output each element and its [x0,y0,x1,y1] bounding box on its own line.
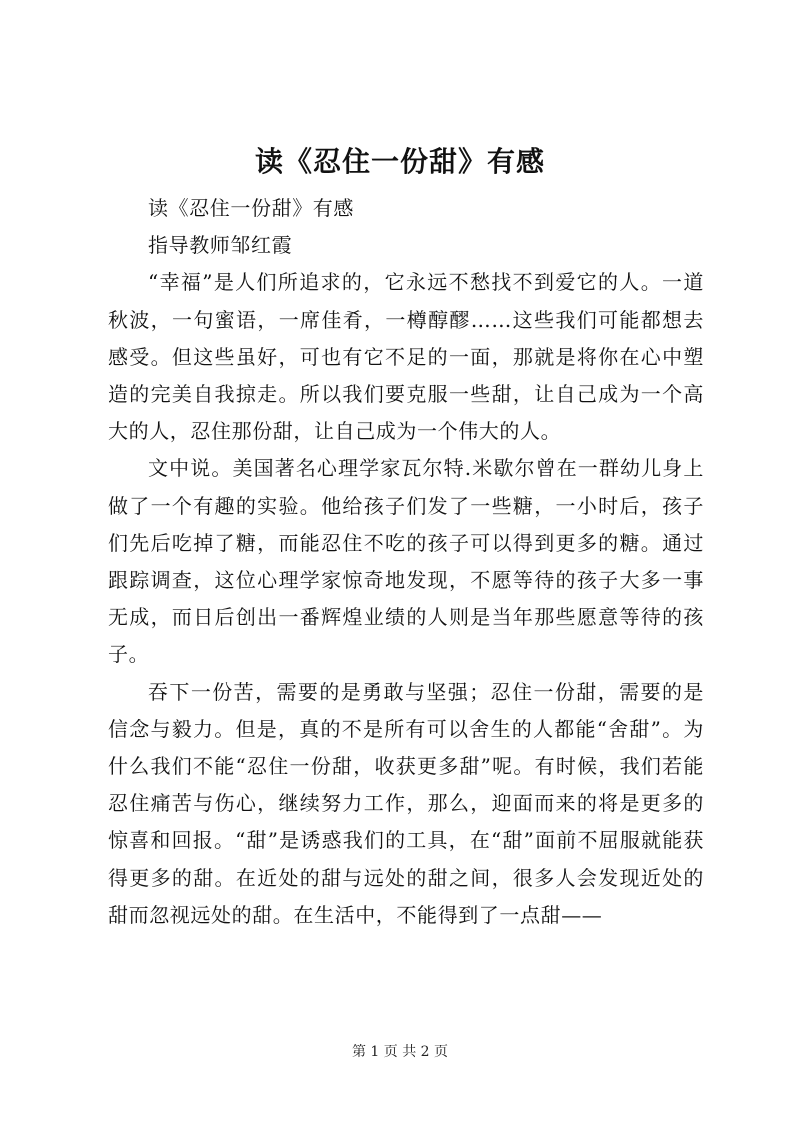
body-paragraph: 文中说。美国著名心理学家瓦尔特.米歇尔曾在一群幼儿身上做了一个有趣的实验。他给孩子们发了一些糖，一小时后，孩子们先后吃掉了糖，而能忍住不吃的孩子可以得到更多的糖。通过跟踪调查，这位心理学家惊奇地发现，不愿等待的孩子大多一事无成，而日后创出一番辉煌业绩的人则是当年那些愿意等待的孩子。 [108,456,704,667]
author-paragraph: 指导教师邹红霞 [148,233,293,258]
document-title: 读《忍住一份甜》有感 [254,145,545,178]
document-body [108,190,704,934]
subtitle-paragraph: 读《忍住一份甜》有感 [148,196,354,220]
page-number-footer: 第 1 页 共 2 页 [351,1044,449,1060]
body-paragraph: “幸福”是人们所追求的，它永远不愁找不到爱它的人。一道秋波，一句蜜语，一席佳肴，一樽醇醪……这些我们可能都想去感受。但这些虽好，可也有它不足的一面，那就是将你在心中塑造的完美自我掠走。所以我们要克服一些甜，让自己成为一个高大的人，忍住那份甜，让自己成为一个伟大的人。 [108,270,704,444]
body-paragraph: 吞下一份苦，需要的是勇敢与坚强；忍住一份甜，需要的是信念与毅力。但是，真的不是所有可以舍生的人都能“舍甜”。为什么我们不能“忍住一份甜，收获更多甜”呢。有时候，我们若能忍住痛苦与伤心，继续努力工作，那么，迎面而来的将是更多的惊喜和回报。“甜”是诱惑我们的工具，在“甜”面前不屈服就能获得更多的甜。在近处的甜与远处的甜之间，很多人会发现近处的甜而忽视远处的甜。在生活中，不能得到了一点甜—— [108,679,704,927]
